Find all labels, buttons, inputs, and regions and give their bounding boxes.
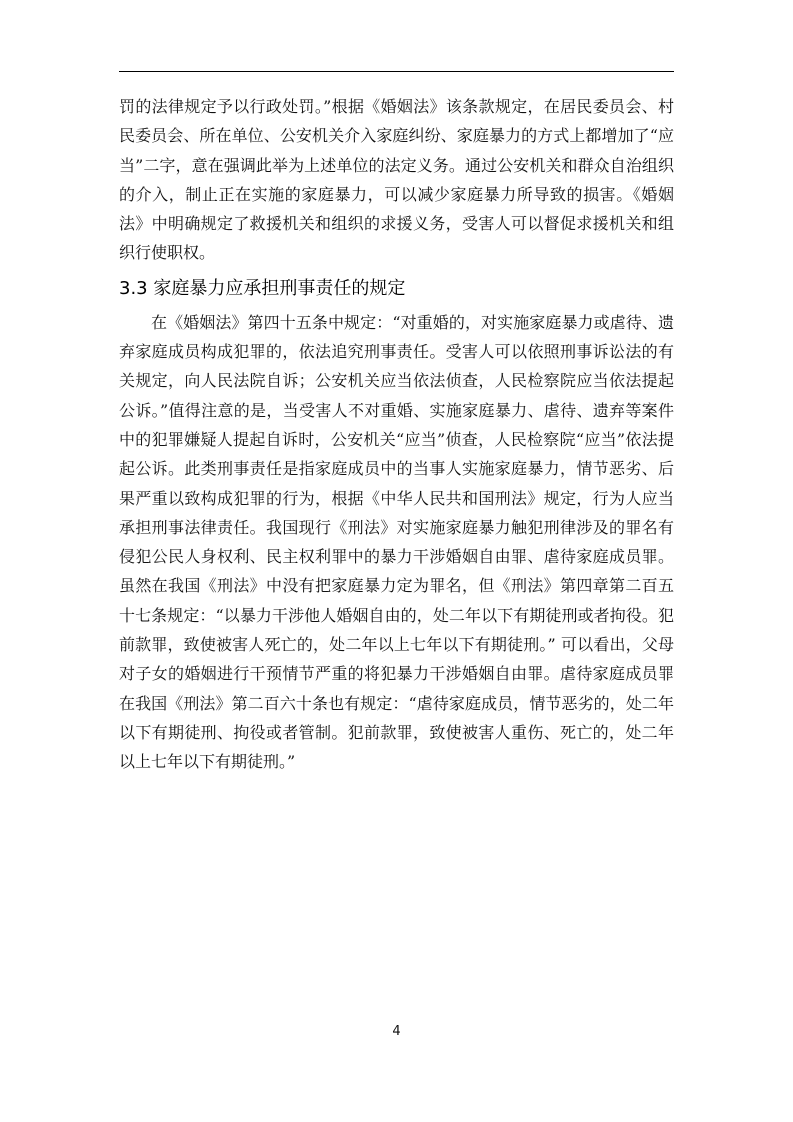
page-body [119,92,674,777]
header-rule [119,71,674,72]
paragraph-main: 在《婚姻法》第四十五条中规定：“对重婚的，对实施家庭暴力或虐待、遗弃家庭成员构成犯罪的，依法追究刑事责任。受害人可以依照刑事诉讼法的有关规定，向人民法院自诉；公安机关应当依法侦查，人民检察院应当依法提起公诉。”值得注意的是，当受害人不对重婚、实施家庭暴力、虐待、遗弃等案件中的犯罪嫌疑人提起自诉时，公安机关“应当”侦查，人民检察院“应当”依法提起公诉。此类刑事责任是指家庭成员中的当事人实施家庭暴力，情节恶劣、后果严重以致构成犯罪的行为，根据《中华人民共和国刑法》规定，行为人应当承担刑事法律责任。我国现行《刑法》对实施家庭暴力触犯刑律涉及的罪名有侵犯公民人身权利、民主权利罪中的暴力干涉婚姻自由罪、虐待家庭成员罪。虽然在我国《刑法》中没有把家庭暴力定为罪名，但《刑法》第四章第二百五十七条规定：“以暴力干涉他人婚姻自由的，处二年以下有期徒刑或者拘役。犯前款罪，致使被害人死亡的，处二年以上七年以下有期徒刑。” 可以看出，父母对子女的婚姻进行干预情节严重的将犯暴力干涉婚姻自由罪。虐待家庭成员罪在我国《刑法》第二百六十条也有规定：“虐待家庭成员，情节恶劣的，处二年以下有期徒刑、拘役或者管制。犯前款罪，致使被害人重伤、死亡的，处二年以上七年以下有期徒刑。” [119,312,674,772]
paragraph-continued: 罚的法律规定予以行政处罚。”根据《婚姻法》该条款规定，在居民委员会、村民委员会、所在单位、公安机关介入家庭纠纷、家庭暴力的方式上都增加了“应当”二字，意在强调此举为上述单位的法定义务。通过公安机关和群众自治组织的介入，制止正在实施的家庭暴力，可以减少家庭暴力所导致的损害。《婚姻法》中明确规定了救援机关和组织的求援义务，受害人可以督促求援机关和组织行使职权。 [119,97,674,263]
page-number: 4 [392,1024,401,1039]
section-heading: 3.3 家庭暴力应承担刑事责任的规定 [119,277,406,299]
